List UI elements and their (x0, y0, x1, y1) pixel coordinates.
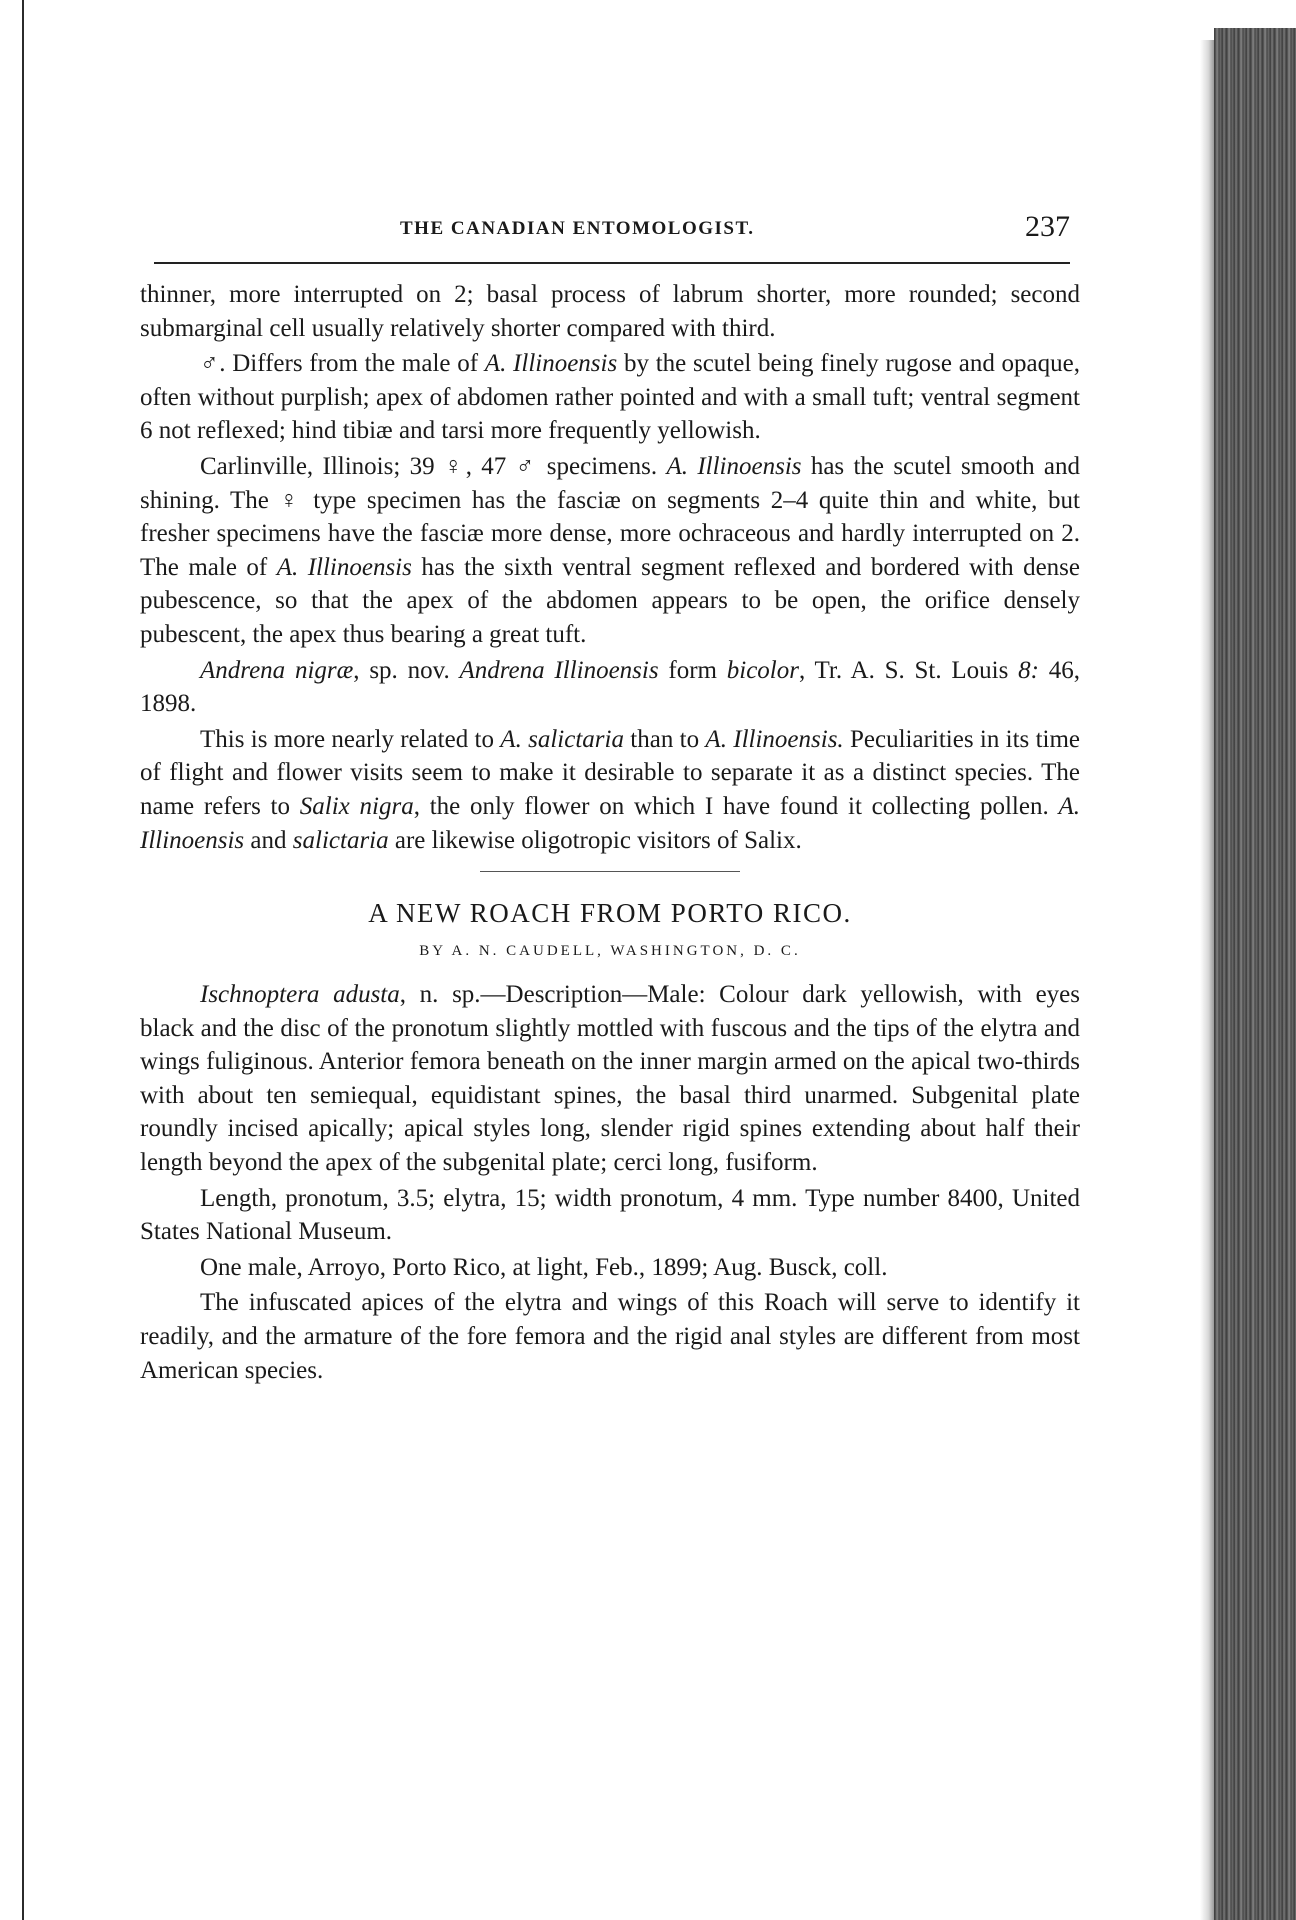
species-name: A. Illinoensis (140, 792, 1081, 854)
species-name: A. Illinoensis (276, 553, 412, 581)
paragraph-text: , n. sp.—Description—Male: Colour dark yellowish, with eyes black and the disc of the pronotum slightly mottled with fuscous and the tips of the elytra and wings fuliginous. Anterior femora beneath on the inner margin armed on the apical two-thirds with about ten semiequal, equidistant spines, the basal third unarmed. Subgenital plate roundly incised apically; apical styles long, slender rigid spines extending about half their length beyond the apex of the subgenital plate; cerci long, fusiform. (140, 981, 1080, 1177)
species-name: A. Illinoensis (666, 452, 802, 480)
paragraph-text: form (658, 656, 727, 684)
paragraph-text: This is more nearly related to (200, 725, 501, 753)
paragraph-male-description (140, 347, 1080, 448)
scan-frame-line (22, 0, 24, 1920)
paragraph-description (140, 978, 1080, 1180)
article-title: A NEW ROACH FROM PORTO RICO. (368, 898, 852, 929)
form-name: bicolor (726, 656, 799, 684)
volume-number: 8: (1018, 656, 1039, 684)
paragraph-text: 46, 1898. (140, 656, 1080, 718)
header-rule (154, 262, 1070, 264)
species-name: salictaria (292, 826, 389, 854)
paragraph-remarks (140, 1286, 1080, 1387)
species-name: Salix nigra (299, 792, 414, 820)
paragraph-text: and (244, 826, 293, 854)
paragraph-text: The infuscated apices of the elytra and wings of this Roach will serve to identify it readily, and the armature of the fore femora and the rigid anal styles are different from most American species. (140, 1289, 1080, 1384)
paragraph-locality (140, 450, 1080, 652)
species-name: Andrena Illinoensis (459, 656, 659, 684)
journal-title: THE CANADIAN ENTOMOLOGIST. (400, 218, 755, 239)
page-content (140, 210, 1080, 1387)
species-name: Ischnoptera adusta (200, 981, 400, 1009)
page-number: 237 (1025, 210, 1070, 243)
paragraph-text: , sp. nov. (353, 656, 460, 684)
paragraph-text: thinner, more interrupted on 2; basal process of labrum shorter, more rounded; second submarginal cell usually relatively shorter compared with third. (140, 281, 1080, 342)
page-gutter-shadow (1200, 40, 1214, 1920)
paragraph-specimen (140, 1251, 1080, 1285)
paragraph-text: by the scutel being finely rugose and opaque, often without purplish; apex of abdomen rather pointed and with a small tuft; ventral segment 6 not reflexed; hind tibiæ and tarsi more frequently yellowish. (140, 350, 1080, 445)
paragraph-text: Peculiarities in its time of flight and flower visits seem to make it desirable to separate it as a distinct species. The name refers to (140, 725, 1081, 820)
paragraph-text: , the only flower on which I have found it collecting pollen. (413, 792, 1059, 820)
paragraph-text: has the sixth ventral segment reflexed and bordered with dense pubescence, so that the apex of the abdomen appears to be open, the orifice densely pubescent, the apex thus bearing a great tuft. (140, 553, 1081, 648)
species-name: A. Illinoensis. (705, 725, 844, 753)
species-name: Andrena nigræ (200, 656, 354, 684)
species-name: A. salictaria (500, 725, 624, 753)
male-symbol: ♂. (200, 350, 226, 378)
paragraph-continued (140, 278, 1080, 345)
article-byline: BY A. N. CAUDELL, WASHINGTON, D. C. (419, 943, 801, 960)
section-divider (480, 871, 740, 872)
paragraph-measurements (140, 1182, 1080, 1249)
running-head (140, 210, 1080, 254)
paragraph-text: , Tr. A. S. St. Louis (798, 656, 1019, 684)
paragraph-text: are likewise oligotropic visitors of Salix. (388, 826, 802, 854)
paragraph-text: than to (623, 725, 706, 753)
paragraph-text: Differs from the male of (225, 350, 485, 378)
paragraph-text: Length, pronotum, 3.5; elytra, 15; width pronotum, 4 mm. Type number 8400, United States National Museum. (140, 1184, 1080, 1246)
species-name: A. Illinoensis (484, 350, 618, 378)
paragraph-text: Carlinville, Illinois; 39 ♀, 47 ♂ specimens. (200, 452, 667, 480)
book-page-edges (1214, 28, 1296, 1920)
paragraph-text: has the scutel smooth and shining. The ♀ type specimen has the fasciæ on segments 2–4 quite thin and white, but fresher specimens have the fasciæ more dense, more ochraceous and hardly interrupted on 2. The male of (140, 452, 1081, 581)
paragraph-relation (140, 723, 1080, 857)
paragraph-andrena-nigrae (140, 654, 1080, 721)
paragraph-text: One male, Arroyo, Porto Rico, at light, Feb., 1899; Aug. Busck, coll. (200, 1253, 888, 1281)
